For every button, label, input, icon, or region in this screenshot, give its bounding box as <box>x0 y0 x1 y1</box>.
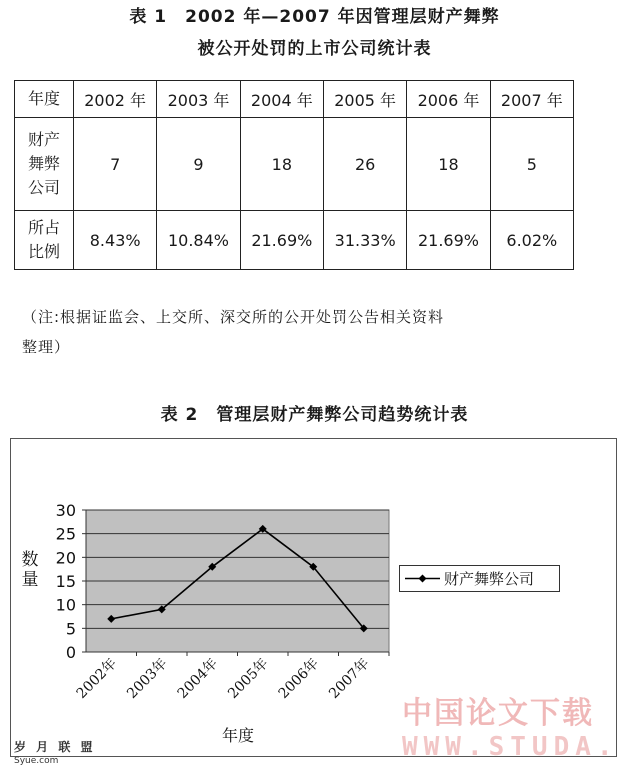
watermark-chinese: 中国论文下载 <box>402 696 594 731</box>
site-mark-url: Syue.com <box>14 756 59 766</box>
x-axis-label: 年度 <box>221 726 255 745</box>
table1-title-line1: 表 1 2002 年—2007 年因管理层财产舞弊 <box>129 7 500 27</box>
y-tick-label: 10 <box>55 595 76 615</box>
y-tick-label: 5 <box>65 619 76 639</box>
x-tick-label: 2006年 <box>275 655 323 702</box>
header-cell: 2005 年 <box>323 81 406 118</box>
row-label-line: 比例 <box>27 242 60 261</box>
table-cell: 18 <box>240 118 323 211</box>
x-tick-label: 2003年 <box>124 655 171 702</box>
table-cell: 18 <box>407 118 490 211</box>
x-tick-label: 2007年 <box>326 655 373 702</box>
legend-label: 财产舞弊公司 <box>444 570 535 588</box>
table-cell: 5 <box>490 118 573 211</box>
table-cell: 6.02% <box>490 211 573 270</box>
header-cell: 2006 年 <box>407 81 490 118</box>
table-cell: 21.69% <box>240 211 323 270</box>
header-cell: 2003 年 <box>157 81 240 118</box>
row-label-line: 公司 <box>27 178 60 197</box>
y-axis-label: 数量 <box>21 550 39 590</box>
row-label-line: 财产 <box>27 130 60 149</box>
table-cell: 26 <box>323 118 406 211</box>
header-cell-year: 年度 <box>15 81 74 118</box>
table-cell: 10.84% <box>157 211 240 270</box>
table-cell: 31.33% <box>323 211 406 270</box>
row-label-line: 舞弊 <box>27 154 60 173</box>
x-tick-label: 2005年 <box>225 655 272 702</box>
table2-title: 表 2 管理层财产舞弊公司趋势统计表 <box>160 405 469 425</box>
y-tick-label: 30 <box>55 501 76 520</box>
table-cell: 9 <box>157 118 240 211</box>
table-cell: 8.43% <box>74 211 157 270</box>
header-cell: 2007 年 <box>490 81 573 118</box>
header-cell: 2004 年 <box>240 81 323 118</box>
watermark-url: WWW.STUDA. <box>402 732 619 762</box>
x-tick-label: 2004年 <box>174 655 222 702</box>
site-mark <box>14 740 96 768</box>
header-cell: 2002 年 <box>74 81 157 118</box>
table1-title-line2: 被公开处罚的上市公司统计表 <box>197 39 432 59</box>
table-cell: 7 <box>74 118 157 211</box>
y-tick-label: 25 <box>55 524 76 544</box>
table-cell: 21.69% <box>407 211 490 270</box>
y-tick-label: 15 <box>55 572 76 591</box>
source-note-line1: （注:根据证监会、上交所、深交所的公开处罚公告相关资料 <box>22 308 445 326</box>
y-tick-label: 0 <box>65 643 76 662</box>
x-tick-label: 2002年 <box>73 655 121 702</box>
source-note-line2: 整理） <box>22 338 71 356</box>
site-mark-name: 岁 月 联 盟 <box>14 740 96 754</box>
row-label-line: 所占 <box>27 218 60 237</box>
y-tick-label: 20 <box>55 548 76 568</box>
